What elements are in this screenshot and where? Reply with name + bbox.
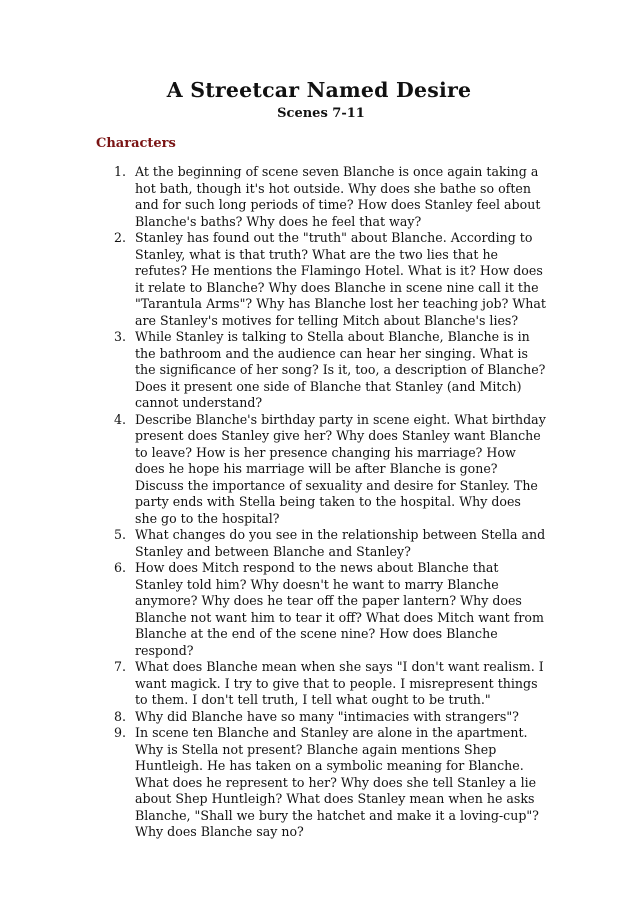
question-text: What does Blanche mean when she says "I don't want realism. I want magick. I try to give that to people. I misrepresent things to them. I don't tell truth, I tell what ought to be truth." [135,659,544,707]
question-text: At the beginning of scene seven Blanche is once again taking a hot bath, though it's hot outside. Why does she bathe so often and for such long periods of time? How does Stanley feel about Blanche's baths? Why does he feel that way? [135,164,541,229]
question-text: In scene ten Blanche and Stanley are alone in the apartment. Why is Stella not present? Blanche again mentions Shep Huntleigh. He has taken on a symbolic meaning for Blanche. What does he represent to her? Why does she tell Stanley a lie about Shep Huntleigh? What does Stanley mean when he asks Blanche, "Shall we bury the hatchet and make it a loving-cup"? Why does Blanche say no? [135,725,539,839]
question-item [106,725,546,841]
question-number: 4. [114,411,127,427]
document-title: A Streetcar Named Desire [166,78,472,102]
section-heading-characters: Characters [96,136,176,151]
question-text: While Stanley is talking to Stella about Blanche, Blanche is in the bathroom and the audience can hear her singing. What is the significance of her song? Is it, too, a description of Blanche? Does it present one side of Blanche that Stanley (and Mitch) cannot understand? [135,329,546,410]
question-text: Describe Blanche's birthday party in scene eight. What birthday present does Stanley give her? Why does Stanley want Blanche to leave? How is her presence changing his marriage? How does he hope his marriage will be after Blanche is gone? Discuss the importance of sexuality and desire for Stanley. The party ends with Stella being taken to the hospital. Why does she go to the hospital? [135,411,546,526]
question-number: 8. [114,708,127,724]
question-text: Why did Blanche have so many "intimacies with strangers"? [135,708,519,724]
question-item [106,527,546,560]
question-item [106,329,546,412]
question-number: 2. [114,230,127,245]
question-text: How does Mitch respond to the news about Blanche that Stanley told him? Why doesn't he want to marry Blanche anymore? Why does he tear off the paper lantern? Why does Blanche not want him to tear it off? What does Mitch want from Blanche at the end of the scene nine? How does Blanche respond? [135,560,544,658]
question-number: 3. [114,329,127,344]
document-subtitle: Scenes 7-11 [277,106,365,121]
question-item [106,230,546,329]
question-item [106,560,546,659]
question-number: 5. [114,527,127,542]
question-text: What changes do you see in the relationship between Stella and Stanley and between Blanche and Stanley? [135,527,546,559]
question-number: 6. [114,560,127,575]
question-number: 1. [114,164,127,179]
question-item [106,412,546,528]
question-item [106,164,546,230]
question-number: 7. [114,659,127,674]
question-item [106,709,546,726]
question-list [106,164,546,841]
question-item [106,659,546,709]
question-number: 9. [114,725,127,740]
question-text: Stanley has found out the "truth" about Blanche. According to Stanley, what is that truth? What are the two lies that he refutes? He mentions the Flamingo Hotel. What is it? How does it relate to Blanche? Why does Blanche in scene nine call it the "Tarantula Arms"? Why has Blanche lost her teaching job? What are Stanley's motives for telling Mitch about Blanche's lies? [135,230,546,328]
